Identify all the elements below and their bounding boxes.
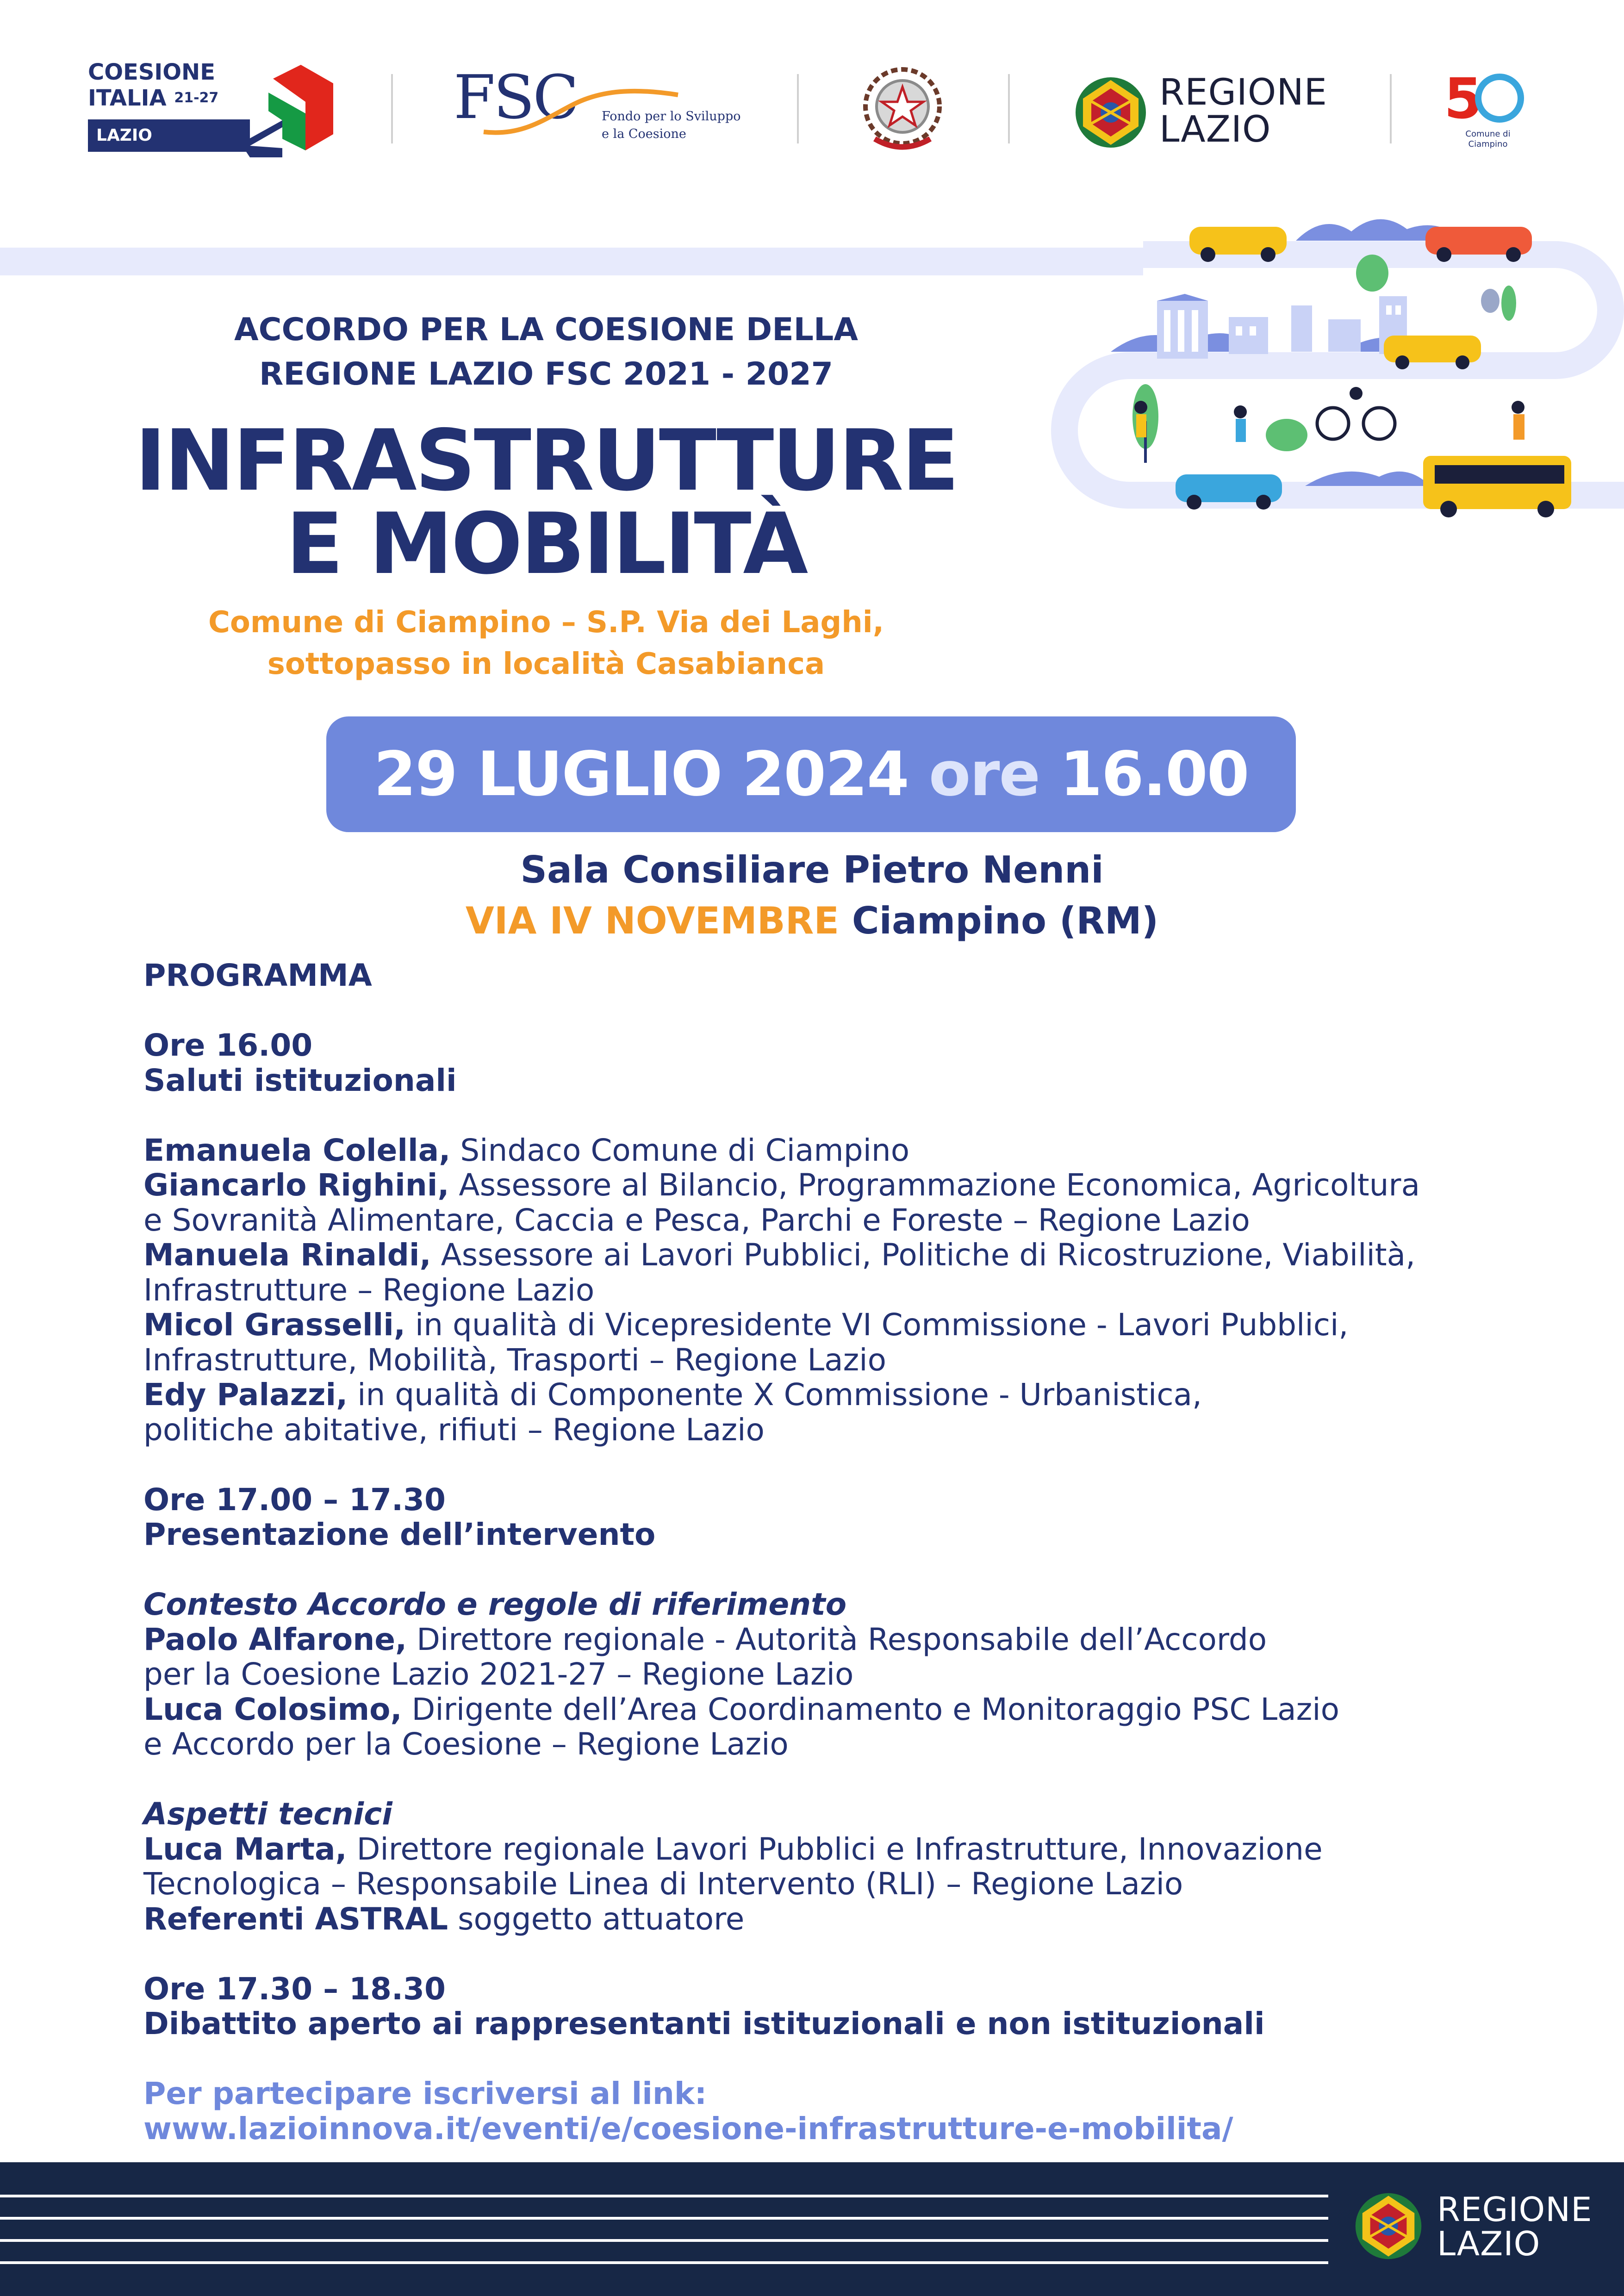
ciampino-caption-line2: Ciampino [1468, 139, 1508, 149]
coesione-arrow-icon [241, 65, 333, 157]
speaker-role-continued: Infrastrutture – Regione Lazio [143, 1272, 595, 1308]
speaker-name: Micol Grasselli, [143, 1307, 405, 1343]
coesione-word: COESIONE [88, 59, 216, 85]
regione-lazio-crest-icon [1354, 2191, 1423, 2261]
fsc-logo [454, 62, 750, 150]
programme-heading: PROGRAMMA [143, 958, 372, 993]
speaker-name: Paolo Alfarone, [143, 1621, 407, 1657]
header-separator [797, 74, 799, 143]
coesione-italia-logo [88, 59, 333, 161]
speaker-role-continued: politiche abitative, rifiuti – Regione Lazio [143, 1412, 765, 1448]
event-date: 29 LUGLIO 2024 [373, 739, 908, 810]
footer-lazio-word: LAZIO [1437, 2224, 1541, 2263]
event-ore-word: ore [928, 739, 1040, 810]
speaker-name: Manuela Rinaldi, [143, 1237, 431, 1273]
location-line2: sottopasso in località Casabianca [267, 647, 825, 681]
registration-cta: Per partecipare iscriversi al link: [143, 2076, 707, 2111]
header-separator [1390, 74, 1392, 143]
footer-regione-lazio-logo [1351, 2187, 1611, 2270]
speaker-name: Referenti ASTRAL [143, 1901, 448, 1937]
hero-subtitle-line2: REGIONE LAZIO FSC 2021 - 2027 [259, 356, 833, 392]
footer-stripe [0, 2239, 1328, 2242]
ciampino-50-logo [1444, 69, 1532, 153]
venue-name: Sala Consiliare Pietro Nenni [520, 848, 1104, 891]
session-time: Ore 17.30 – 18.30 [143, 1971, 446, 2007]
speaker-role: in qualità di Vicepresidente VI Commissione - Lavori Pubblici, [405, 1307, 1349, 1343]
speaker-role: soggetto attuatore [448, 1901, 745, 1937]
speaker-role: Sindaco Comune di Ciampino [450, 1132, 910, 1168]
footer-regione-word: REGIONE [1437, 2190, 1593, 2229]
programme-section [143, 958, 1555, 2146]
regione-lazio-logo [1069, 72, 1347, 150]
regione-lazio-crest-icon [1074, 75, 1148, 149]
italia-word: ITALIA [88, 85, 167, 111]
venue-city: Ciampino (RM) [852, 899, 1159, 942]
hero-title-line2: E MOBILITÀ [286, 495, 807, 593]
speaker-name: Luca Colosimo, [143, 1691, 402, 1727]
registration-link[interactable]: www.lazioinnova.it/eventi/e/coesione-infrastrutture-e-mobilita/ [143, 2110, 1233, 2147]
event-time: 16.00 [1060, 739, 1249, 810]
footer-stripe [0, 2195, 1328, 2197]
venue-address [0, 896, 1624, 946]
speaker-role: Direttore regionale - Autorità Responsabile dell’Accordo [407, 1621, 1267, 1657]
speaker-role: Assessore ai Lavori Pubblici, Politiche di Ricostruzione, Viabilità, [431, 1237, 1416, 1273]
coesione-years: 21-27 [174, 90, 219, 106]
hero-title-line1: INFRASTRUTTURE [135, 411, 958, 510]
speaker-role: Dirigente dell’Area Coordinamento e Monitoraggio PSC Lazio [402, 1691, 1339, 1727]
footer-stripe [0, 2261, 1328, 2264]
session-time: Ore 17.00 – 17.30 [143, 1481, 446, 1518]
speaker-entry [143, 1133, 1555, 1168]
location-line1: Comune di Ciampino – S.P. Via dei Laghi, [208, 605, 884, 640]
fsc-caption-line1: Fondo per lo Sviluppo [602, 109, 741, 124]
header-separator [1008, 74, 1010, 143]
fsc-caption-line2: e la Coesione [602, 127, 686, 141]
session-title: Presentazione dell’intervento [143, 1517, 656, 1552]
venue-street: VIA IV NOVEMBRE [465, 899, 840, 942]
speaker-entry [143, 1692, 1555, 1727]
fsc-letters: FSC [454, 62, 577, 132]
regione-word: REGIONE [1159, 72, 1327, 113]
speaker-entry [143, 1832, 1555, 1867]
speaker-role-continued: per la Coesione Lazio 2021-27 – Regione Lazio [143, 1656, 854, 1692]
italian-republic-emblem-icon [861, 65, 944, 153]
session-topic: Contesto Accordo e regole di riferimento [143, 1587, 847, 1622]
speaker-name: Giancarlo Righini, [143, 1167, 449, 1203]
speaker-entry [143, 1168, 1555, 1203]
speaker-role-continued: Infrastrutture, Mobilità, Trasporti – Regione Lazio [143, 1342, 886, 1378]
footer-stripe [0, 2217, 1328, 2220]
session-topic: Aspetti tecnici [143, 1796, 392, 1832]
session-title: Dibattito aperto ai rappresentanti istituzionali e non istituzionali [143, 2006, 1265, 2041]
ciampino-caption-line1: Comune di [1465, 129, 1511, 139]
svg-text:5: 5 [1444, 69, 1483, 127]
speaker-entry [143, 1377, 1555, 1412]
speaker-entry [143, 1307, 1555, 1343]
speaker-entry [143, 1902, 1555, 1937]
speaker-role-continued: e Accordo per la Coesione – Regione Lazio [143, 1726, 789, 1762]
session-time: Ore 16.00 [143, 1027, 313, 1063]
speaker-role-continued: e Sovranità Alimentare, Caccia e Pesca, Parchi e Foreste – Regione Lazio [143, 1202, 1250, 1238]
speaker-role: Direttore regionale Lavori Pubblici e Infrastrutture, Innovazione [347, 1831, 1323, 1867]
speaker-role-continued: Tecnologica – Responsabile Linea di Intervento (RLI) – Regione Lazio [143, 1866, 1183, 1902]
speaker-name: Emanuela Colella, [143, 1132, 451, 1168]
speaker-entry [143, 1238, 1555, 1273]
lazio-word: LAZIO [1159, 109, 1271, 150]
speaker-name: Luca Marta, [143, 1831, 347, 1867]
speaker-role: in qualità di Componente X Commissione - Urbanistica, [348, 1377, 1202, 1412]
event-date-banner [326, 716, 1296, 832]
ciampino-50-mark-icon [1444, 69, 1532, 127]
hero-subtitle-line1: ACCORDO PER LA COESIONE DELLA [234, 311, 858, 348]
speaker-role: Assessore al Bilancio, Programmazione Economica, Agricoltura [449, 1167, 1420, 1203]
coesione-lazio-bar: LAZIO [88, 119, 250, 152]
speaker-entry [143, 1622, 1555, 1657]
session-title: Saluti istituzionali [143, 1062, 457, 1098]
header-separator [391, 74, 393, 143]
road-band [0, 248, 1143, 275]
speaker-name: Edy Palazzi, [143, 1377, 348, 1412]
mobility-city-illustration [1046, 204, 1624, 592]
